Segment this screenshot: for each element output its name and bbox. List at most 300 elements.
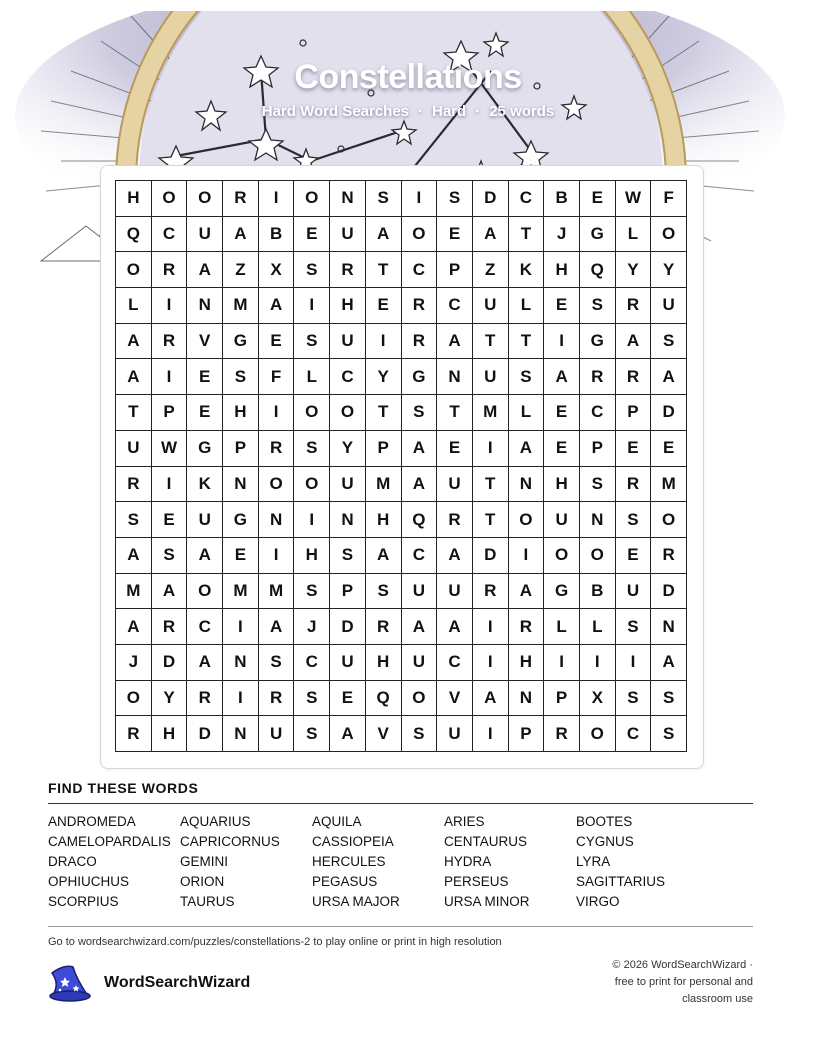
- grid-cell[interactable]: N: [509, 681, 545, 717]
- grid-cell[interactable]: H: [294, 538, 330, 574]
- grid-cell[interactable]: E: [580, 181, 616, 217]
- grid-cell[interactable]: U: [437, 574, 473, 610]
- grid-cell[interactable]: L: [616, 217, 652, 253]
- grid-cell[interactable]: S: [651, 324, 687, 360]
- grid-cell[interactable]: P: [509, 716, 545, 752]
- grid-cell[interactable]: A: [116, 359, 152, 395]
- grid-cell[interactable]: S: [294, 574, 330, 610]
- grid-cell[interactable]: A: [366, 538, 402, 574]
- grid-cell[interactable]: D: [152, 645, 188, 681]
- grid-cell[interactable]: A: [616, 324, 652, 360]
- play-online-link[interactable]: Go to wordsearchwizard.com/puzzles/constellations-2 to play online or print in high resolution: [48, 936, 502, 948]
- grid-cell[interactable]: O: [294, 181, 330, 217]
- grid-cell[interactable]: I: [152, 359, 188, 395]
- grid-cell[interactable]: A: [402, 431, 438, 467]
- grid-cell[interactable]: P: [544, 681, 580, 717]
- grid-cell[interactable]: R: [116, 467, 152, 503]
- word-list-item: PEGASUS: [312, 874, 378, 889]
- word-list-item: ARIES: [444, 814, 485, 829]
- grid-cell[interactable]: H: [116, 181, 152, 217]
- word-list-item: BOOTES: [576, 814, 633, 829]
- grid-cell[interactable]: G: [402, 359, 438, 395]
- grid-cell[interactable]: D: [330, 609, 366, 645]
- grid-cell[interactable]: T: [366, 395, 402, 431]
- grid-cell[interactable]: R: [366, 609, 402, 645]
- grid-cell[interactable]: U: [259, 716, 295, 752]
- grid-cell[interactable]: K: [187, 467, 223, 503]
- grid-cell[interactable]: Y: [366, 359, 402, 395]
- word-list-item: HERCULES: [312, 854, 386, 869]
- grid-cell[interactable]: A: [152, 574, 188, 610]
- grid-cell[interactable]: I: [259, 181, 295, 217]
- grid-cell[interactable]: E: [544, 288, 580, 324]
- grid-cell[interactable]: C: [330, 359, 366, 395]
- grid-cell[interactable]: V: [187, 324, 223, 360]
- grid-cell[interactable]: A: [402, 609, 438, 645]
- grid-cell[interactable]: Z: [223, 252, 259, 288]
- grid-cell[interactable]: A: [116, 324, 152, 360]
- grid-cell[interactable]: I: [223, 609, 259, 645]
- grid-cell[interactable]: B: [580, 574, 616, 610]
- word-list-item: PERSEUS: [444, 874, 509, 889]
- grid-cell[interactable]: U: [187, 217, 223, 253]
- grid-cell[interactable]: W: [152, 431, 188, 467]
- word-list-item: DRACO: [48, 854, 97, 869]
- word-list-item: ANDROMEDA: [48, 814, 136, 829]
- grid-cell[interactable]: O: [402, 217, 438, 253]
- copyright-line: classroom use: [682, 993, 753, 1005]
- difficulty-label: Hard: [432, 103, 467, 120]
- grid-cell[interactable]: N: [509, 467, 545, 503]
- grid-cell[interactable]: D: [473, 181, 509, 217]
- word-list-item: GEMINI: [180, 854, 229, 869]
- grid-cell[interactable]: M: [259, 574, 295, 610]
- brand-logo[interactable]: [46, 963, 250, 1003]
- grid-cell[interactable]: U: [651, 288, 687, 324]
- grid-cell[interactable]: S: [402, 716, 438, 752]
- grid-cell[interactable]: C: [187, 609, 223, 645]
- grid-cell[interactable]: H: [330, 288, 366, 324]
- grid-cell[interactable]: R: [616, 288, 652, 324]
- grid-cell[interactable]: I: [152, 288, 188, 324]
- grid-cell[interactable]: I: [544, 645, 580, 681]
- grid-cell[interactable]: H: [544, 467, 580, 503]
- grid-cell[interactable]: V: [437, 681, 473, 717]
- word-list-item: AQUARIUS: [180, 814, 251, 829]
- grid-cell[interactable]: D: [187, 716, 223, 752]
- grid-cell[interactable]: O: [580, 538, 616, 574]
- grid-cell[interactable]: O: [294, 467, 330, 503]
- grid-cell[interactable]: P: [152, 395, 188, 431]
- grid-cell[interactable]: R: [116, 716, 152, 752]
- grid-cell[interactable]: M: [223, 574, 259, 610]
- grid-cell[interactable]: E: [223, 538, 259, 574]
- grid-cell[interactable]: S: [580, 288, 616, 324]
- grid-cell[interactable]: S: [651, 716, 687, 752]
- grid-cell[interactable]: R: [473, 574, 509, 610]
- grid-cell[interactable]: E: [651, 431, 687, 467]
- grid-cell[interactable]: I: [473, 609, 509, 645]
- grid-cell[interactable]: N: [330, 502, 366, 538]
- grid-cell[interactable]: N: [223, 645, 259, 681]
- grid-cell[interactable]: O: [187, 574, 223, 610]
- copyright-notice: [583, 957, 753, 1008]
- grid-cell[interactable]: C: [616, 716, 652, 752]
- grid-cell[interactable]: H: [366, 502, 402, 538]
- grid-cell[interactable]: N: [259, 502, 295, 538]
- grid-cell[interactable]: B: [544, 181, 580, 217]
- grid-cell[interactable]: A: [437, 324, 473, 360]
- grid-cell[interactable]: L: [116, 288, 152, 324]
- grid-cell[interactable]: E: [544, 431, 580, 467]
- grid-cell[interactable]: R: [402, 288, 438, 324]
- grid-cell[interactable]: I: [473, 645, 509, 681]
- grid-cell[interactable]: A: [437, 538, 473, 574]
- grid-cell[interactable]: C: [294, 645, 330, 681]
- grid-cell[interactable]: Q: [402, 502, 438, 538]
- grid-cell[interactable]: R: [509, 609, 545, 645]
- grid-cell[interactable]: S: [509, 359, 545, 395]
- grid-cell[interactable]: U: [187, 502, 223, 538]
- grid-cell[interactable]: T: [473, 324, 509, 360]
- grid-cell[interactable]: S: [294, 252, 330, 288]
- grid-cell[interactable]: L: [544, 609, 580, 645]
- grid-cell[interactable]: Q: [366, 681, 402, 717]
- grid-cell[interactable]: N: [187, 288, 223, 324]
- grid-cell[interactable]: C: [437, 288, 473, 324]
- grid-cell[interactable]: E: [187, 395, 223, 431]
- category-link[interactable]: Hard Word Searches: [261, 103, 410, 120]
- grid-cell[interactable]: S: [294, 716, 330, 752]
- grid-cell[interactable]: A: [116, 538, 152, 574]
- grid-cell[interactable]: A: [223, 217, 259, 253]
- grid-cell[interactable]: X: [259, 252, 295, 288]
- grid-cell[interactable]: E: [259, 324, 295, 360]
- grid-cell[interactable]: Y: [616, 252, 652, 288]
- grid-cell[interactable]: U: [616, 574, 652, 610]
- grid-cell[interactable]: L: [294, 359, 330, 395]
- grid-cell[interactable]: F: [259, 359, 295, 395]
- grid-cell[interactable]: T: [473, 502, 509, 538]
- grid-cell[interactable]: J: [544, 217, 580, 253]
- grid-cell[interactable]: G: [580, 217, 616, 253]
- grid-cell[interactable]: E: [437, 217, 473, 253]
- grid-cell[interactable]: O: [152, 181, 188, 217]
- grid-cell[interactable]: C: [402, 252, 438, 288]
- grid-cell[interactable]: N: [580, 502, 616, 538]
- grid-cell[interactable]: N: [223, 467, 259, 503]
- grid-cell[interactable]: U: [116, 431, 152, 467]
- word-list-item: HYDRA: [444, 854, 492, 869]
- grid-cell[interactable]: O: [116, 252, 152, 288]
- grid-cell[interactable]: B: [259, 217, 295, 253]
- grid-cell[interactable]: S: [437, 181, 473, 217]
- grid-cell[interactable]: U: [330, 645, 366, 681]
- grid-cell[interactable]: P: [437, 252, 473, 288]
- word-count: 25 words: [489, 103, 555, 120]
- grid-cell[interactable]: N: [437, 359, 473, 395]
- grid-cell[interactable]: A: [402, 467, 438, 503]
- grid-cell[interactable]: S: [651, 681, 687, 717]
- grid-cell[interactable]: E: [437, 431, 473, 467]
- word-list-item: CENTAURUS: [444, 834, 528, 849]
- grid-cell[interactable]: I: [259, 538, 295, 574]
- grid-cell[interactable]: T: [116, 395, 152, 431]
- grid-cell[interactable]: U: [544, 502, 580, 538]
- grid-cell[interactable]: R: [437, 502, 473, 538]
- grid-cell[interactable]: A: [116, 609, 152, 645]
- divider: [48, 803, 753, 804]
- grid-cell[interactable]: X: [580, 681, 616, 717]
- grid-cell[interactable]: H: [544, 252, 580, 288]
- grid-cell[interactable]: I: [544, 324, 580, 360]
- grid-cell[interactable]: T: [509, 217, 545, 253]
- grid-cell[interactable]: R: [616, 359, 652, 395]
- grid-cell[interactable]: S: [259, 645, 295, 681]
- grid-cell[interactable]: O: [330, 395, 366, 431]
- copyright-line: © 2026 WordSearchWizard ·: [612, 959, 753, 971]
- grid-cell[interactable]: U: [473, 359, 509, 395]
- grid-cell[interactable]: M: [366, 467, 402, 503]
- grid-cell[interactable]: A: [473, 681, 509, 717]
- grid-cell[interactable]: P: [223, 431, 259, 467]
- word-list-item: TAURUS: [180, 894, 235, 909]
- page-title: Constellations: [294, 58, 522, 96]
- grid-cell[interactable]: H: [223, 395, 259, 431]
- grid-cell[interactable]: P: [616, 395, 652, 431]
- grid-cell[interactable]: E: [616, 431, 652, 467]
- grid-cell[interactable]: F: [651, 181, 687, 217]
- grid-cell[interactable]: A: [651, 645, 687, 681]
- grid-cell[interactable]: R: [152, 324, 188, 360]
- grid-cell[interactable]: S: [330, 538, 366, 574]
- puzzle-meta: [0, 103, 816, 120]
- grid-cell[interactable]: G: [187, 431, 223, 467]
- wizard-hat-icon: [46, 963, 92, 1003]
- divider: [48, 926, 753, 927]
- grid-cell[interactable]: I: [259, 395, 295, 431]
- grid-cell[interactable]: V: [366, 716, 402, 752]
- grid-cell[interactable]: D: [651, 395, 687, 431]
- grid-cell[interactable]: I: [402, 181, 438, 217]
- grid-cell[interactable]: S: [366, 574, 402, 610]
- grid-cell[interactable]: A: [259, 288, 295, 324]
- grid-cell[interactable]: U: [402, 645, 438, 681]
- word-list-item: URSA MAJOR: [312, 894, 400, 909]
- grid-cell[interactable]: E: [187, 359, 223, 395]
- grid-cell[interactable]: S: [580, 467, 616, 503]
- grid-cell[interactable]: S: [616, 609, 652, 645]
- grid-cell[interactable]: S: [294, 681, 330, 717]
- grid-cell[interactable]: O: [544, 538, 580, 574]
- grid-cell[interactable]: D: [651, 574, 687, 610]
- grid-cell[interactable]: S: [616, 681, 652, 717]
- grid-cell[interactable]: L: [509, 288, 545, 324]
- copyright-line: free to print for personal and: [614, 976, 753, 988]
- grid-cell[interactable]: Z: [473, 252, 509, 288]
- grid-cell[interactable]: S: [294, 431, 330, 467]
- grid-cell[interactable]: A: [437, 609, 473, 645]
- grid-cell[interactable]: S: [616, 502, 652, 538]
- grid-cell[interactable]: S: [116, 502, 152, 538]
- grid-cell[interactable]: N: [651, 609, 687, 645]
- grid-cell[interactable]: A: [366, 217, 402, 253]
- grid-cell[interactable]: A: [259, 609, 295, 645]
- grid-cell[interactable]: L: [580, 609, 616, 645]
- grid-cell[interactable]: R: [616, 467, 652, 503]
- grid-cell[interactable]: A: [187, 252, 223, 288]
- grid-cell[interactable]: U: [330, 324, 366, 360]
- grid-cell[interactable]: O: [187, 181, 223, 217]
- grid-cell[interactable]: E: [616, 538, 652, 574]
- grid-cell[interactable]: R: [544, 716, 580, 752]
- grid-cell[interactable]: I: [473, 716, 509, 752]
- grid-cell[interactable]: E: [544, 395, 580, 431]
- grid-cell[interactable]: C: [509, 181, 545, 217]
- grid-cell[interactable]: C: [437, 645, 473, 681]
- grid-cell[interactable]: N: [330, 181, 366, 217]
- grid-cell[interactable]: U: [473, 288, 509, 324]
- meta-separator: ·: [475, 103, 481, 120]
- grid-cell[interactable]: Y: [152, 681, 188, 717]
- grid-cell[interactable]: I: [223, 681, 259, 717]
- grid-cell[interactable]: A: [187, 538, 223, 574]
- word-list-item: LYRA: [576, 854, 611, 869]
- word-list-item: CASSIOPEIA: [312, 834, 394, 849]
- grid-cell[interactable]: R: [223, 181, 259, 217]
- word-list-item: ORION: [180, 874, 225, 889]
- grid-cell[interactable]: A: [509, 574, 545, 610]
- grid-cell[interactable]: P: [330, 574, 366, 610]
- grid-cell[interactable]: C: [402, 538, 438, 574]
- grid-cell[interactable]: I: [294, 502, 330, 538]
- grid-cell[interactable]: N: [223, 716, 259, 752]
- grid-cell[interactable]: H: [366, 645, 402, 681]
- grid-cell[interactable]: C: [152, 217, 188, 253]
- grid-cell[interactable]: R: [259, 431, 295, 467]
- grid-cell[interactable]: R: [580, 359, 616, 395]
- grid-cell[interactable]: A: [651, 359, 687, 395]
- grid-cell[interactable]: Q: [580, 252, 616, 288]
- grid-cell[interactable]: I: [509, 538, 545, 574]
- word-list-item: CYGNUS: [576, 834, 634, 849]
- grid-cell[interactable]: W: [616, 181, 652, 217]
- grid-cell[interactable]: G: [223, 502, 259, 538]
- grid-cell[interactable]: A: [187, 645, 223, 681]
- grid-cell[interactable]: I: [366, 324, 402, 360]
- brand-name: WordSearchWizard: [104, 974, 251, 991]
- grid-cell[interactable]: O: [259, 467, 295, 503]
- grid-cell[interactable]: I: [152, 467, 188, 503]
- grid-cell[interactable]: G: [544, 574, 580, 610]
- grid-cell[interactable]: O: [294, 395, 330, 431]
- grid-cell[interactable]: G: [580, 324, 616, 360]
- grid-cell[interactable]: R: [152, 252, 188, 288]
- grid-cell[interactable]: H: [509, 645, 545, 681]
- grid-cell[interactable]: I: [580, 645, 616, 681]
- grid-cell[interactable]: R: [152, 609, 188, 645]
- grid-cell[interactable]: S: [152, 538, 188, 574]
- word-list-item: SCORPIUS: [48, 894, 119, 909]
- grid-cell[interactable]: I: [294, 288, 330, 324]
- letter-grid: [115, 180, 687, 752]
- grid-cell[interactable]: C: [580, 395, 616, 431]
- grid-cell[interactable]: S: [366, 181, 402, 217]
- word-list-item: CAMELOPARDALIS: [48, 834, 171, 849]
- grid-cell[interactable]: D: [473, 538, 509, 574]
- grid-cell[interactable]: O: [116, 681, 152, 717]
- grid-cell[interactable]: E: [330, 681, 366, 717]
- grid-cell[interactable]: U: [402, 574, 438, 610]
- grid-cell[interactable]: S: [223, 359, 259, 395]
- grid-cell[interactable]: A: [509, 431, 545, 467]
- grid-cell[interactable]: R: [187, 681, 223, 717]
- grid-cell[interactable]: T: [509, 324, 545, 360]
- grid-cell[interactable]: A: [473, 217, 509, 253]
- word-list-heading: FIND THESE WORDS: [48, 780, 199, 796]
- grid-cell[interactable]: S: [294, 324, 330, 360]
- grid-cell[interactable]: U: [437, 467, 473, 503]
- meta-separator: ·: [418, 103, 424, 120]
- grid-cell[interactable]: Y: [330, 431, 366, 467]
- grid-cell[interactable]: P: [580, 431, 616, 467]
- word-list-item: CAPRICORNUS: [180, 834, 280, 849]
- grid-cell[interactable]: L: [509, 395, 545, 431]
- grid-cell[interactable]: R: [402, 324, 438, 360]
- grid-cell[interactable]: E: [152, 502, 188, 538]
- grid-cell[interactable]: U: [330, 217, 366, 253]
- grid-cell[interactable]: O: [402, 681, 438, 717]
- grid-cell[interactable]: T: [437, 395, 473, 431]
- grid-cell[interactable]: H: [152, 716, 188, 752]
- grid-cell[interactable]: U: [437, 716, 473, 752]
- grid-cell[interactable]: A: [544, 359, 580, 395]
- grid-cell[interactable]: G: [223, 324, 259, 360]
- grid-cell[interactable]: M: [651, 467, 687, 503]
- grid-cell[interactable]: I: [616, 645, 652, 681]
- word-list: [48, 812, 753, 912]
- grid-cell[interactable]: O: [580, 716, 616, 752]
- grid-cell[interactable]: R: [330, 252, 366, 288]
- grid-cell[interactable]: J: [294, 609, 330, 645]
- grid-cell[interactable]: J: [116, 645, 152, 681]
- grid-cell[interactable]: S: [402, 395, 438, 431]
- grid-cell[interactable]: P: [366, 431, 402, 467]
- grid-cell[interactable]: O: [651, 502, 687, 538]
- grid-cell[interactable]: O: [651, 217, 687, 253]
- grid-cell[interactable]: E: [294, 217, 330, 253]
- grid-cell[interactable]: U: [330, 467, 366, 503]
- grid-cell[interactable]: Y: [651, 252, 687, 288]
- grid-cell[interactable]: R: [651, 538, 687, 574]
- word-list-item: VIRGO: [576, 894, 620, 909]
- grid-cell[interactable]: E: [366, 288, 402, 324]
- grid-cell[interactable]: O: [509, 502, 545, 538]
- grid-cell[interactable]: T: [473, 467, 509, 503]
- grid-cell[interactable]: R: [259, 681, 295, 717]
- grid-cell[interactable]: T: [366, 252, 402, 288]
- grid-cell[interactable]: A: [330, 716, 366, 752]
- word-list-item: URSA MINOR: [444, 894, 530, 909]
- word-list-item: AQUILA: [312, 814, 362, 829]
- grid-cell[interactable]: M: [116, 574, 152, 610]
- puzzle-card: [100, 165, 704, 769]
- grid-cell[interactable]: I: [473, 431, 509, 467]
- grid-cell[interactable]: M: [223, 288, 259, 324]
- grid-cell[interactable]: K: [509, 252, 545, 288]
- grid-cell[interactable]: Q: [116, 217, 152, 253]
- grid-cell[interactable]: M: [473, 395, 509, 431]
